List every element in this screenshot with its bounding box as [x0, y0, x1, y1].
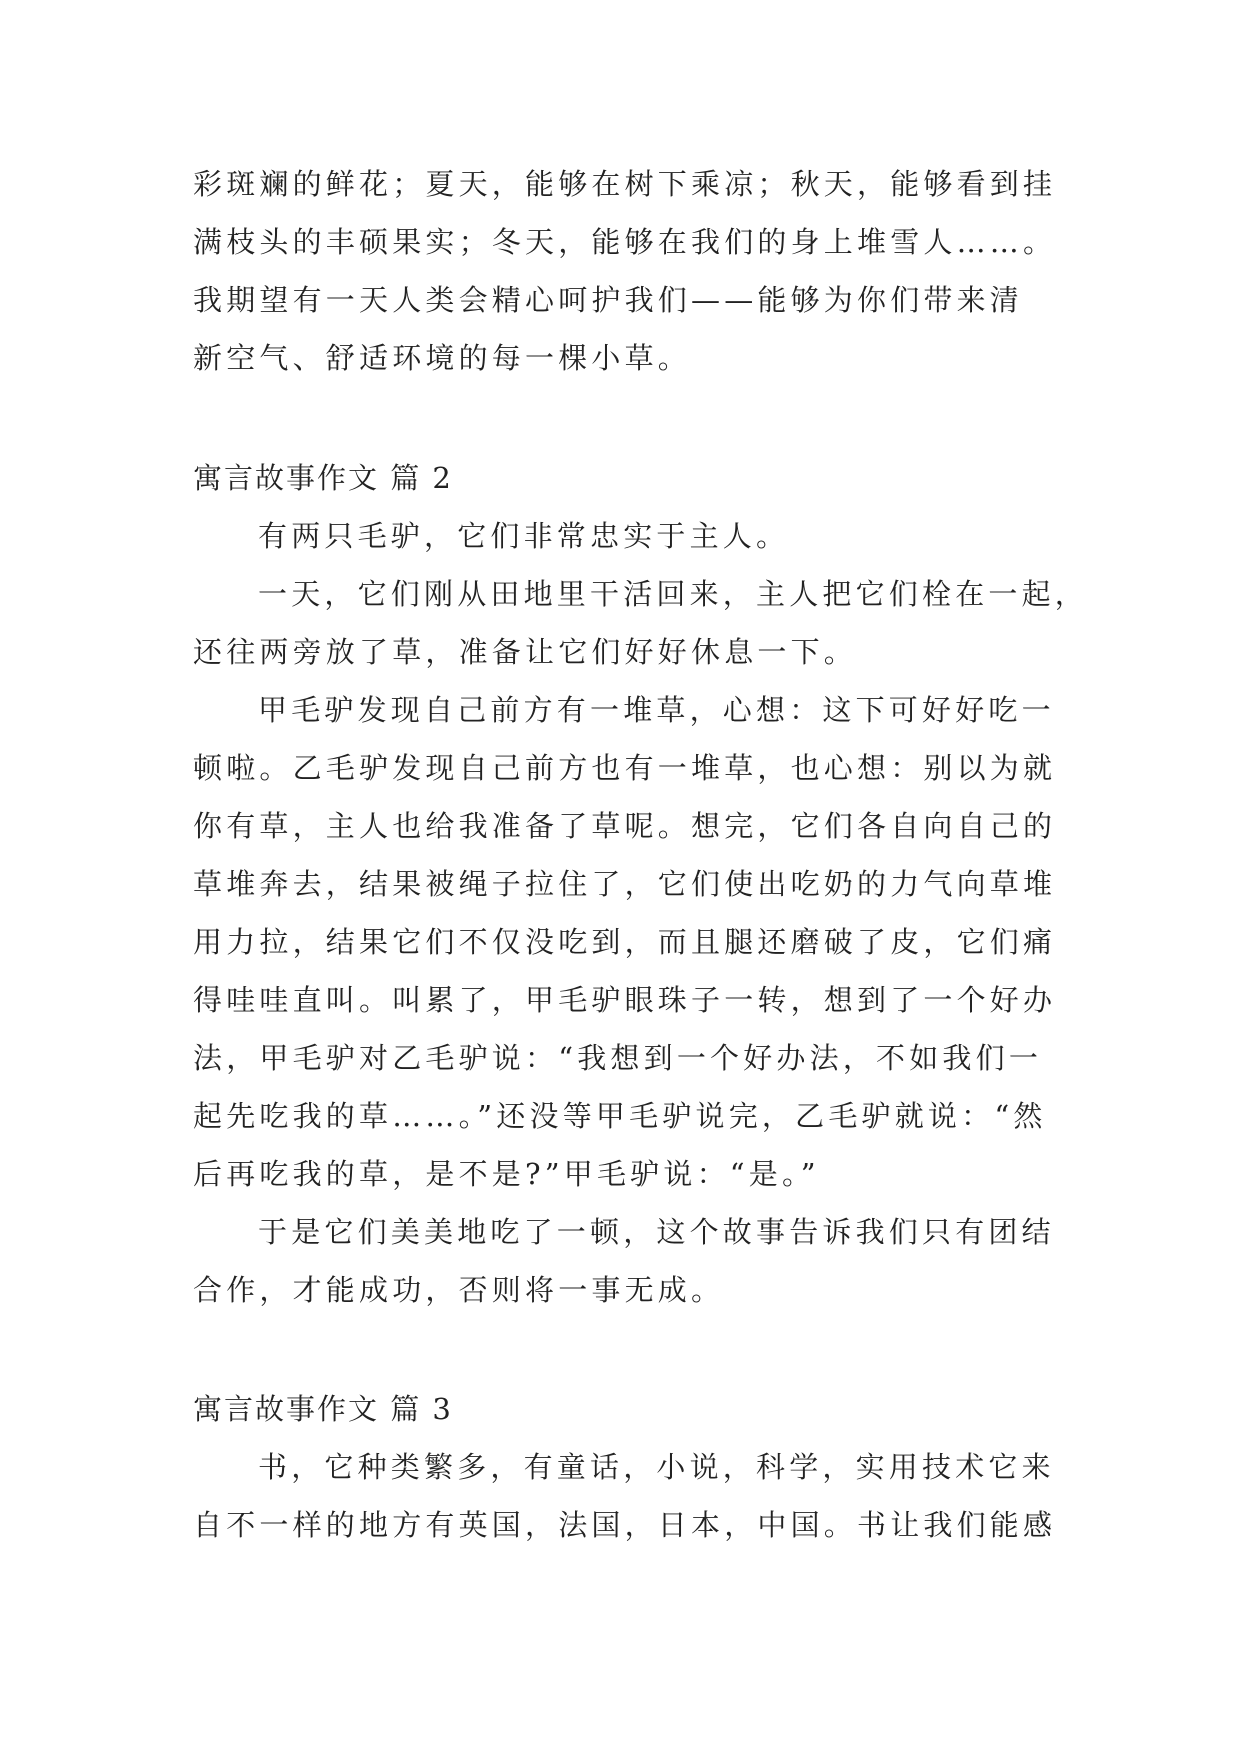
paragraph-line: 顿啦。乙毛驴发现自己前方也有一堆草，也心想：别以为就: [193, 751, 1057, 785]
paragraph-line: 甲毛驴发现自己前方有一堆草，心想：这下可好好吃一: [258, 693, 1055, 727]
paragraph-line: 彩斑斓的鲜花；夏天，能够在树下乘凉；秋天，能够看到挂: [193, 167, 1057, 201]
paragraph-line: 有两只毛驴，它们非常忠实于主人。: [258, 519, 790, 553]
paragraph-line: 用力拉，结果它们不仅没吃到，而且腿还磨破了皮，它们痛: [193, 925, 1057, 959]
paragraph-line: 自不一样的地方有英国，法国，日本，中国。书让我们能感: [193, 1508, 1057, 1542]
paragraph-line: 满枝头的丰硕果实；冬天，能够在我们的身上堆雪人……。: [193, 225, 1057, 259]
paragraph-line: 书，它种类繁多，有童话，小说，科学，实用技术它来: [258, 1450, 1055, 1484]
paragraph-line: 我期望有一天人类会精心呵护我们——能够为你们带来清: [193, 283, 1024, 317]
paragraph-line: 合作，才能成功，否则将一事无成。: [193, 1273, 725, 1307]
paragraph-line: 于是它们美美地吃了一顿，这个故事告诉我们只有团结: [258, 1215, 1055, 1249]
paragraph-line: 草堆奔去，结果被绳子拉住了，它们使出吃奶的力气向草堆: [193, 867, 1057, 901]
paragraph-line: 新空气、舒适环境的每一棵小草。: [193, 341, 692, 375]
paragraph-line: 一天，它们刚从田地里干活回来，主人把它们栓在一起，: [258, 577, 1089, 611]
paragraph-line: 得哇哇直叫。叫累了，甲毛驴眼珠子一转，想到了一个好办: [193, 983, 1057, 1017]
section-heading-2: 寓言故事作文 篇 2: [193, 461, 453, 495]
paragraph-line: 后再吃我的草，是不是?”甲毛驴说：“是。”: [193, 1157, 820, 1191]
paragraph-line: 你有草，主人也给我准备了草呢。想完，它们各自向自己的: [193, 809, 1057, 843]
paragraph-line: 起先吃我的草……。”还没等甲毛驴说完，乙毛驴就说：“然: [193, 1099, 1047, 1133]
paragraph-line: 法，甲毛驴对乙毛驴说：“我想到一个好办法，不如我们一: [193, 1041, 1043, 1075]
paragraph-line: 还往两旁放了草，准备让它们好好休息一下。: [193, 635, 858, 669]
section-heading-3: 寓言故事作文 篇 3: [193, 1392, 453, 1426]
